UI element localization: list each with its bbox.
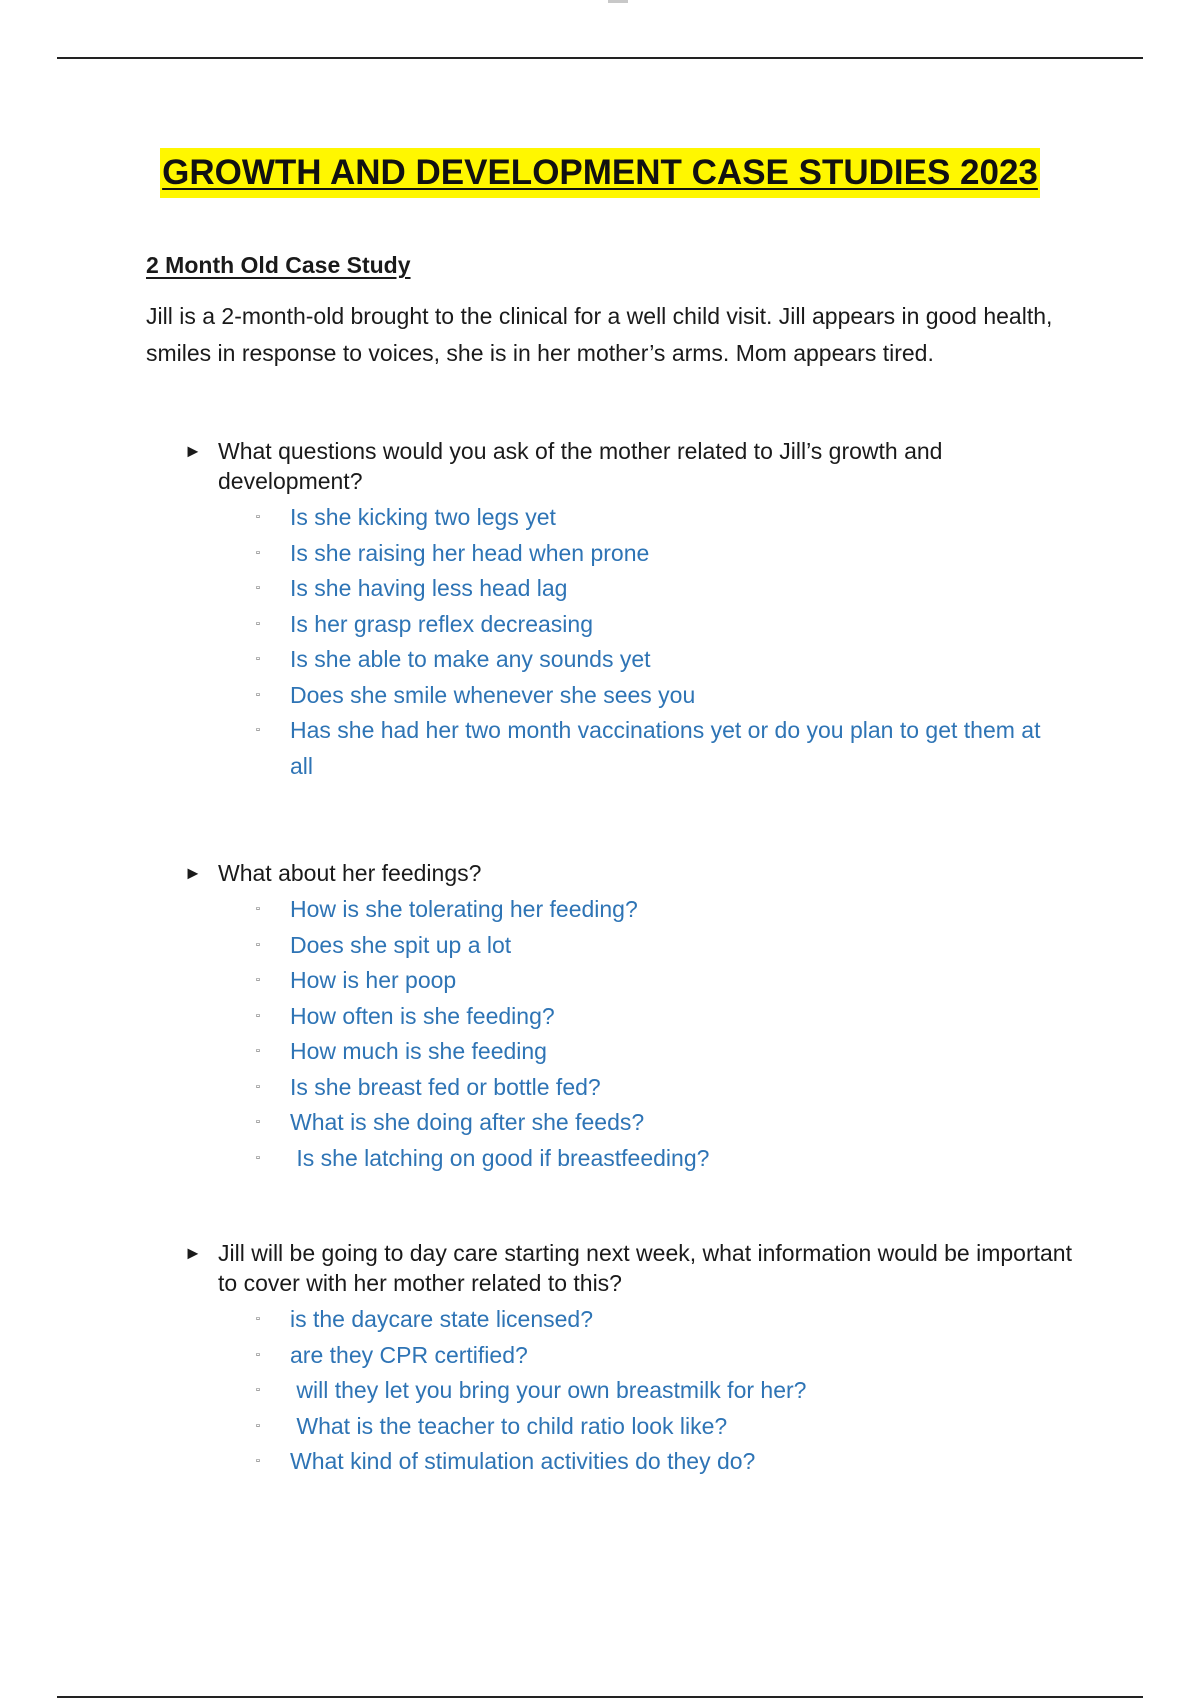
- document-title: GROWTH AND DEVELOPMENT CASE STUDIES 2023: [160, 148, 1040, 198]
- footer-rule: [57, 1696, 1143, 1698]
- answer-text: Is she kicking two legs yet: [290, 504, 556, 530]
- answer-text: What kind of stimulation activities do they do?: [290, 1448, 756, 1474]
- answer-text: Is she able to make any sounds yet: [290, 646, 651, 672]
- answer-text: Is she latching on good if breastfeeding?: [290, 1144, 710, 1171]
- answer-item: [256, 1409, 1050, 1445]
- page-top-marker: [608, 0, 628, 3]
- answer-item: [256, 1302, 1050, 1338]
- answer-text: Is she raising her head when prone: [290, 539, 650, 566]
- question-block-daycare: [184, 1238, 1096, 1480]
- answer-text: Has she had her two month vaccinations yet or do you plan to get them at all: [290, 717, 1041, 779]
- answer-text: How is she tolerating her feeding?: [290, 896, 638, 922]
- answer-text: is the daycare state licensed?: [290, 1306, 594, 1332]
- answer-text: Does she smile whenever she sees you: [290, 681, 696, 708]
- answer-item: [256, 500, 1050, 536]
- answer-item: [256, 607, 1050, 643]
- header-rule: [57, 57, 1143, 59]
- square-bullet-icon: ▫: [256, 1009, 260, 1022]
- answer-text: How is her poop: [290, 967, 457, 993]
- square-bullet-icon: ▫: [256, 582, 260, 594]
- spacer: [146, 372, 1096, 436]
- square-bullet-icon: ▫: [256, 617, 260, 630]
- square-bullet-icon: ▫: [256, 688, 260, 701]
- answer-item: [256, 1141, 1050, 1177]
- square-bullet-icon: ▫: [256, 653, 260, 665]
- question-daycare: [184, 1238, 1088, 1298]
- answer-text: Is she having less head lag: [290, 575, 568, 601]
- answer-item: [256, 999, 1050, 1035]
- answer-text: will they let you bring your own breastmilk for her?: [290, 1377, 807, 1403]
- answer-item: [256, 928, 1050, 964]
- question-feedings: [184, 858, 1088, 888]
- square-bullet-icon: ▫: [256, 1080, 260, 1093]
- answer-text: What is she doing after she feeds?: [290, 1109, 645, 1135]
- answer-item: [256, 1105, 1050, 1141]
- question-block-growth: [184, 436, 1096, 784]
- square-bullet-icon: ▫: [256, 938, 260, 951]
- square-bullet-icon: ▫: [256, 1384, 260, 1396]
- document-body: [146, 250, 1096, 1480]
- spacer: [146, 1176, 1096, 1238]
- question-growth-development: [184, 436, 1088, 496]
- square-bullet-icon: ▫: [256, 1313, 260, 1325]
- square-bullet-icon: ▫: [256, 1348, 260, 1361]
- answer-text: Is her grasp reflex decreasing: [290, 610, 593, 637]
- question-text: What questions would you ask of the mother related to Jill’s growth and development?: [218, 438, 943, 494]
- answer-list-growth: [184, 500, 1096, 784]
- square-bullet-icon: ▫: [256, 903, 260, 915]
- question-block-feedings: [184, 858, 1096, 1176]
- square-bullet-icon: ▫: [256, 1419, 260, 1432]
- square-bullet-icon: ▫: [256, 1151, 260, 1164]
- square-bullet-icon: ▫: [256, 1455, 260, 1467]
- answer-item: [256, 1373, 1050, 1409]
- section-heading: 2 Month Old Case Study: [146, 252, 411, 278]
- answer-item: [256, 1034, 1050, 1070]
- question-text: What about her feedings?: [218, 860, 482, 886]
- answer-item: [256, 536, 1050, 572]
- answer-item: [256, 678, 1050, 714]
- answer-item: [256, 571, 1050, 607]
- answer-item: [256, 1444, 1050, 1480]
- answer-list-daycare: [184, 1302, 1096, 1480]
- square-bullet-icon: ▫: [256, 724, 260, 736]
- arrow-bullet-icon: ►: [184, 1243, 202, 1263]
- square-bullet-icon: ▫: [256, 546, 260, 559]
- answer-text: Does she spit up a lot: [290, 931, 512, 958]
- spacer: [146, 784, 1096, 858]
- title-container: [0, 148, 1200, 198]
- case-intro-paragraph: Jill is a 2-month-old brought to the clinical for a well child visit. Jill appears in good health, smiles in response to voices, she is in her mother’s arms. Mom appears tired.: [146, 303, 1053, 366]
- answer-item: [256, 1338, 1050, 1374]
- square-bullet-icon: ▫: [256, 974, 260, 986]
- answer-item: [256, 963, 1050, 999]
- arrow-bullet-icon: ►: [184, 863, 202, 883]
- answer-text: are they CPR certified?: [290, 1341, 528, 1368]
- square-bullet-icon: ▫: [256, 511, 260, 523]
- answer-item: [256, 892, 1050, 928]
- answer-item: [256, 642, 1050, 678]
- answer-text: Is she breast fed or bottle fed?: [290, 1073, 601, 1100]
- arrow-bullet-icon: ►: [184, 441, 202, 461]
- answer-list-feedings: [184, 892, 1096, 1176]
- question-text: Jill will be going to day care starting next week, what information would be important to cover with her mother related to this?: [218, 1240, 1072, 1296]
- square-bullet-icon: ▫: [256, 1116, 260, 1128]
- answer-item: [256, 1070, 1050, 1106]
- answer-item: [256, 713, 1050, 784]
- answer-text: What is the teacher to child ratio look like?: [290, 1412, 728, 1439]
- answer-text: How much is she feeding: [290, 1038, 547, 1064]
- square-bullet-icon: ▫: [256, 1045, 260, 1057]
- answer-text: How often is she feeding?: [290, 1002, 555, 1029]
